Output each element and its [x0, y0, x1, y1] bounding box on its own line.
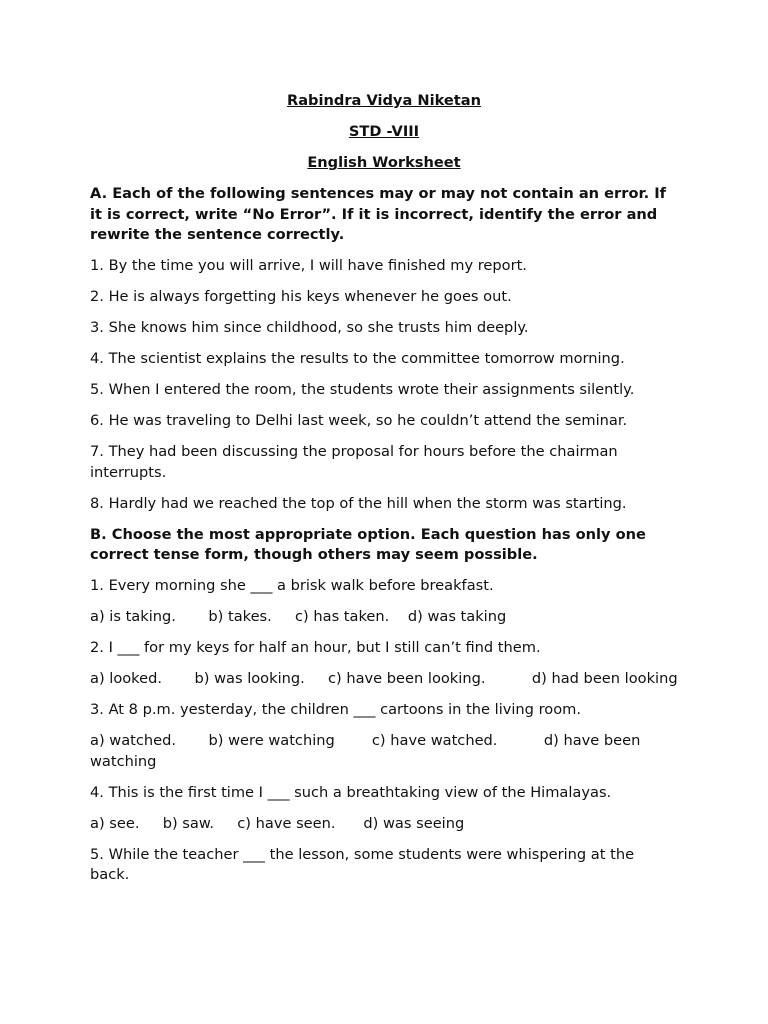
option-c: c) have been looking.: [327, 670, 486, 687]
section-a-item: 1. By the time you will arrive, I will have finished my report.: [90, 257, 527, 274]
section-a-item: 8. Hardly had we reached the top of the hill when the storm was starting.: [90, 494, 627, 512]
option-d: d) was seeing: [363, 814, 465, 832]
option-c: c) have seen.: [237, 814, 336, 832]
section-b-question: 5. While the teacher ___ the lesson, some students were whispering at the back.: [90, 845, 635, 883]
option-b: b) takes.: [208, 608, 272, 625]
section-a-letter: A: [90, 185, 102, 202]
section-a-item: 4. The scientist explains the results to the committee tomorrow morning.: [90, 350, 625, 367]
section-b-question: 1. Every morning she ___ a brisk walk before breakfast.: [90, 577, 494, 594]
section-a-item: 2. He is always forgetting his keys whenever he goes out.: [90, 288, 512, 305]
section-b-options: [90, 731, 678, 772]
section-a-instruction: [90, 184, 678, 246]
option-b: b) were watching: [208, 732, 335, 749]
option-a: a) watched.: [90, 732, 177, 749]
school-name: Rabindra Vidya Niketan: [286, 92, 482, 109]
worksheet-content: [90, 91, 678, 896]
worksheet-title: English Worksheet: [307, 154, 461, 171]
option-d: d) have been watching: [90, 732, 645, 770]
option-b: b) was looking.: [194, 670, 305, 687]
section-b-instruction: B. Choose the most appropriate option. Each question has only one correct tense form, though others may seem possible.: [90, 525, 646, 563]
section-b-options: [90, 669, 678, 690]
section-b-options: [90, 607, 678, 628]
section-a-instruction-text: . Each of the following sentences may or may not contain an error. If it is correct, write “No Error”. If it is incorrect, identify the error and rewrite the sentence correctly.: [90, 185, 666, 243]
section-b-question: 2. I ___ for my keys for half an hour, but I still can’t find them.: [90, 639, 541, 656]
section-b-question: 3. At 8 p.m. yesterday, the children ___ cartoons in the living room.: [90, 701, 581, 718]
option-a: a) is taking.: [90, 608, 176, 625]
option-d: d) had been looking: [531, 670, 678, 687]
option-b: b) saw.: [162, 814, 215, 832]
option-c: c) have watched.: [371, 732, 498, 749]
section-b-question: 4. This is the first time I ___ such a breathtaking view of the Himalayas.: [90, 783, 612, 801]
option-c: c) has taken.: [295, 608, 390, 625]
option-d: d) was taking: [407, 608, 507, 625]
option-a: a) looked.: [90, 670, 162, 687]
section-a-item: 5. When I entered the room, the students wrote their assignments silently.: [90, 381, 635, 398]
section-a-item: 6. He was traveling to Delhi last week, so he couldn’t attend the seminar.: [90, 412, 628, 429]
section-a-item: 3. She knows him since childhood, so she trusts him deeply.: [90, 319, 529, 336]
option-a: a) see.: [90, 814, 140, 832]
section-b-options: [90, 814, 678, 835]
section-a-item: 7. They had been discussing the proposal for hours before the chairman interrupts.: [90, 443, 618, 481]
standard-label: STD -VIII: [348, 123, 420, 140]
